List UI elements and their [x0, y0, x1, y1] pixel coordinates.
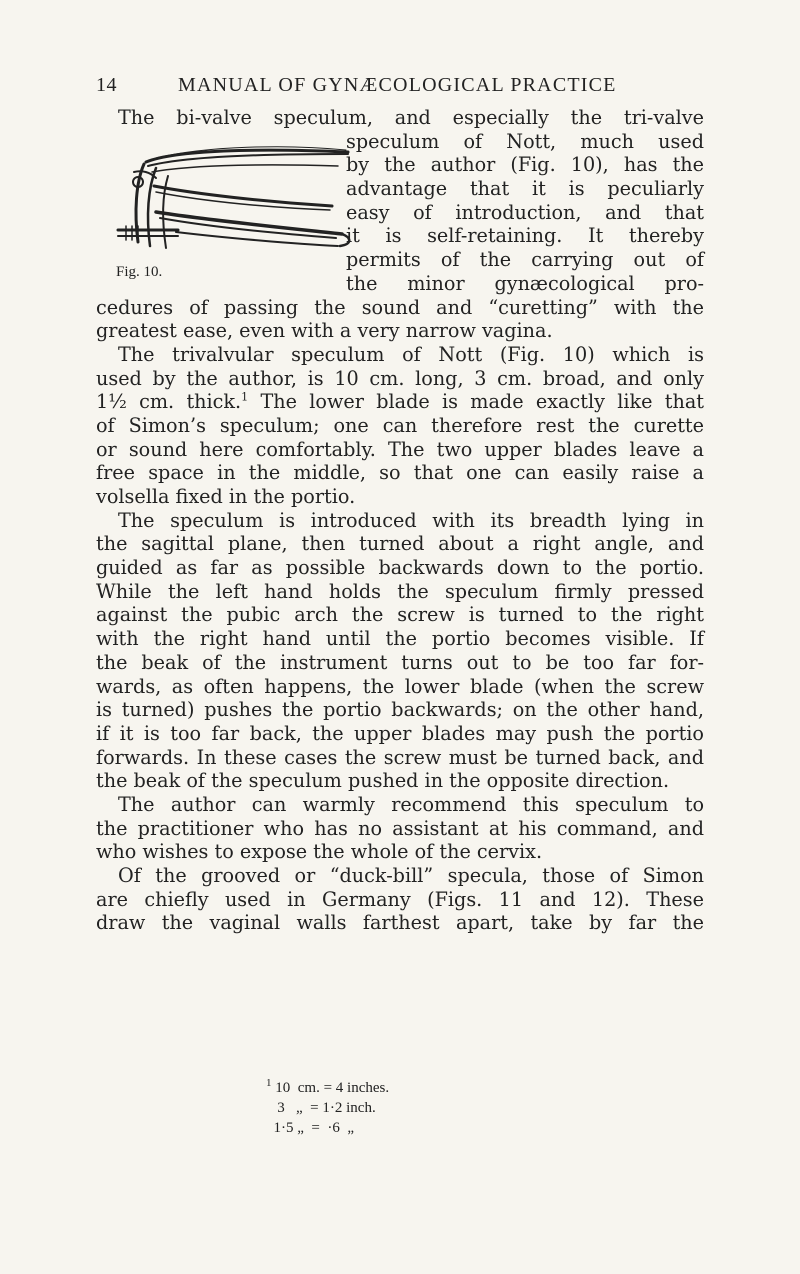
text-line: greatest ease, even with a very narrow vagina.	[96, 319, 553, 343]
text-line	[96, 390, 704, 414]
body-text	[96, 106, 704, 935]
footnote-line	[266, 1078, 586, 1098]
text-fragment: 1½ cm. thick.	[96, 390, 242, 414]
paragraph	[96, 106, 704, 343]
text-line: the practitioner who has no assistant at his command, and	[96, 816, 704, 840]
text-line: the beak of the instrument turns out to be too far for-	[96, 650, 704, 674]
text-line: The bi-valve speculum, and especially the tri-valve	[118, 106, 704, 129]
paragraph	[96, 343, 704, 509]
text-line: used by the author, is 10 cm. long, 3 cm. broad, and only	[96, 366, 704, 390]
text-line: advantage that it is peculiarly	[346, 177, 704, 201]
text-line: wards, as often happens, the lower blade (when the screw	[96, 674, 704, 698]
text-line: who wishes to expose the whole of the cervix.	[96, 840, 543, 864]
text-line: with the right hand until the portio becomes visible. If	[96, 627, 704, 651]
text-line: by the author (Fig. 10), has the	[346, 153, 704, 177]
text-line: is turned) pushes the portio backwards; on the other hand,	[96, 698, 704, 722]
footnote-line	[266, 1118, 586, 1138]
text-fragment: The lower blade is made exactly like that	[260, 390, 704, 414]
paragraph	[96, 864, 704, 935]
text-line: free space in the middle, so that one can easily raise a	[96, 461, 704, 485]
text-line: volsella fixed in the portio.	[96, 485, 356, 508]
footnote-marker: 1	[241, 390, 249, 404]
text-line: The speculum is introduced with its breadth lying in	[118, 508, 704, 532]
footnote-line	[266, 1098, 586, 1118]
text-line: easy of introduction, and that	[346, 200, 704, 224]
text-line: are chiefly used in Germany (Figs. 11 and 12). These	[96, 887, 704, 911]
text-line: permits of the carrying out of	[346, 248, 704, 272]
footnote-number: 1	[266, 1077, 272, 1089]
text-fragment: 3 „ = 1·2 inch.	[273, 1100, 376, 1116]
text-line: it is self-retaining. It thereby	[346, 224, 704, 248]
text-line: the beak of the speculum pushed in the opposite direction.	[96, 769, 670, 793]
text-line: of Simon’s speculum; one can therefore rest the curette	[96, 413, 704, 437]
text-line: While the left hand holds the speculum firmly pressed	[96, 579, 704, 603]
text-line: the sagittal plane, then turned about a right angle, and	[96, 532, 704, 556]
text-line: The author can warmly recommend this speculum to	[118, 792, 704, 816]
text-line: if it is too far back, the upper blades may push the portio	[96, 721, 704, 745]
running-head	[96, 74, 704, 104]
paragraph	[96, 509, 704, 793]
text-line: The trivalvular speculum of Nott (Fig. 10) which is	[118, 342, 704, 366]
text-line: Of the grooved or “duck-bill” specula, those of Simon	[118, 864, 704, 887]
paragraph	[96, 793, 704, 864]
text-line: cedures of passing the sound and “curetting” with the	[96, 295, 704, 319]
text-fragment: 10 cm. = 4 inches.	[275, 1080, 390, 1096]
page-number: 14	[96, 74, 117, 96]
text-line: or sound here comfortably. The two upper blades leave a	[96, 437, 704, 461]
footnote	[266, 1078, 586, 1138]
text-line: guided as far as possible backwards down to the portio.	[96, 556, 704, 580]
running-title: MANUAL OF GYNÆCOLOGICAL PRACTICE	[178, 74, 617, 96]
text-line: forwards. In these cases the screw must be turned back, and	[96, 745, 704, 769]
figure-caption: Fig. 10.	[116, 264, 163, 280]
text-line: the minor gynæcological pro-	[346, 271, 704, 295]
text-fragment: 1·5 „ = ·6 „	[273, 1120, 355, 1136]
text-line: against the pubic arch the screw is turned to the right	[96, 603, 704, 627]
text-line: draw the vaginal walls farthest apart, take by far the	[96, 911, 704, 935]
text-line: speculum of Nott, much used	[346, 129, 704, 153]
